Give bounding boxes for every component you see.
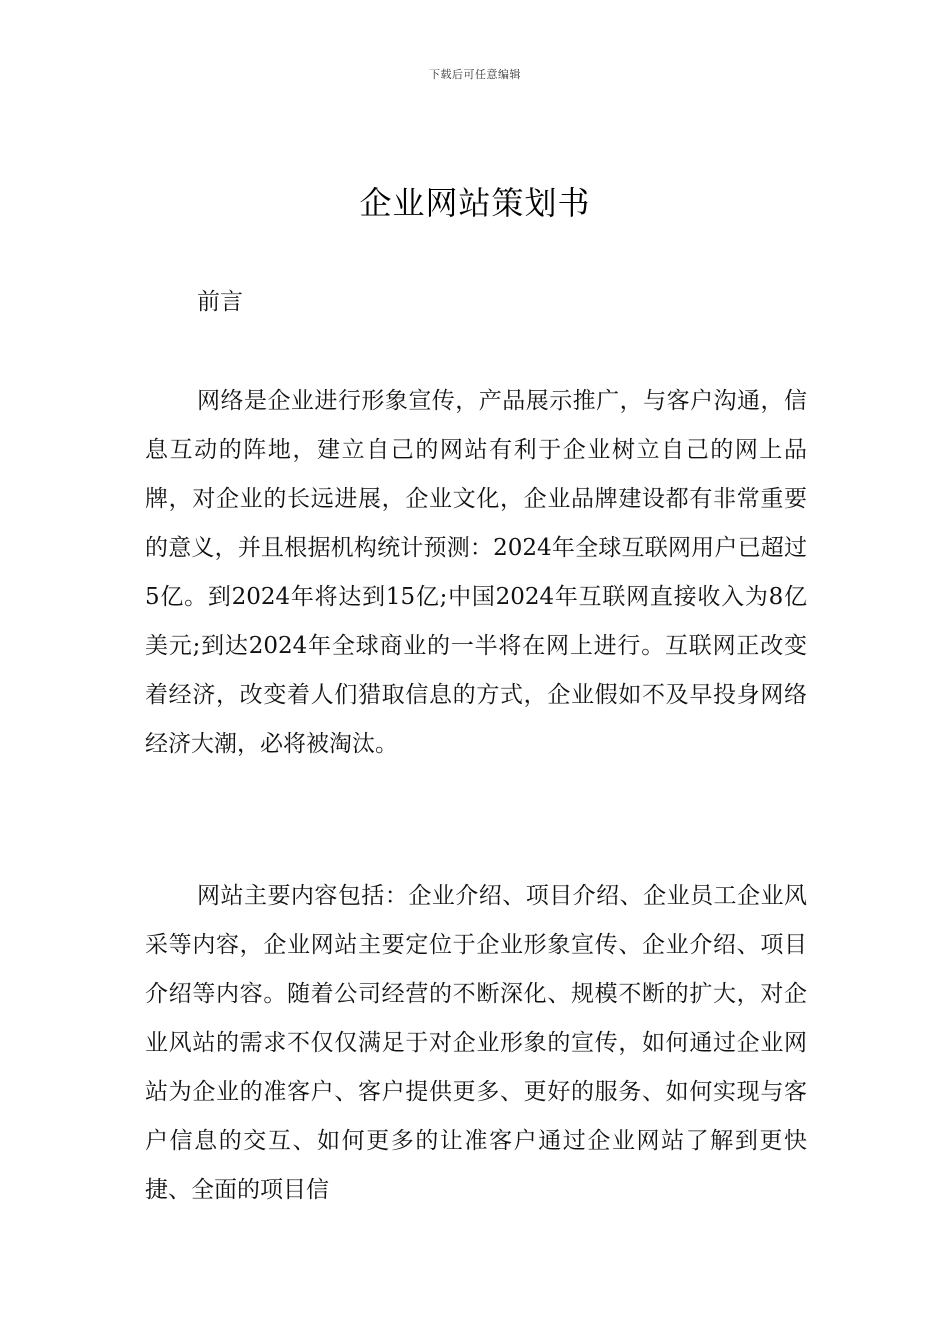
body-paragraph: 网络是企业进行形象宣传，产品展示推广，与客户沟通，信息互动的阵地，建立自己的网站有利于企业树立自己的网上品牌，对企业的长远进展，企业文化，企业品牌建设都有非常重要的意义，并且根据机构统计预测：2024年全球互联网用户已超过5亿。到2024年将达到15亿;中国2024年互联网直接收入为8亿美元;到达2024年全球商业的一半将在网上进行。互联网正改变着经济，改变着人们猎取信息的方式，企业假如不及早投身网络经济大潮，必将被淘汰。 [145, 388, 807, 757]
page-header-note: 下载后可任意编辑 [429, 68, 521, 81]
section-heading-preface: 前言 [197, 289, 243, 315]
body-paragraph: 网站主要内容包括：企业介绍、项目介绍、企业员工企业风采等内容，企业网站主要定位于企业形象宣传、企业介绍、项目介绍等内容。随着公司经营的不断深化、规模不断的扩大，对企业风站的需求不仅仅满足于对企业形象的宣传，如何通过企业网站为企业的准客户、客户提供更多、更好的服务、如何实现与客户信息的交互、如何更多的让准客户通过企业网站了解到更快捷、全面的项目信 [145, 883, 807, 1203]
document-title: 企业网站策划书 [359, 184, 591, 222]
